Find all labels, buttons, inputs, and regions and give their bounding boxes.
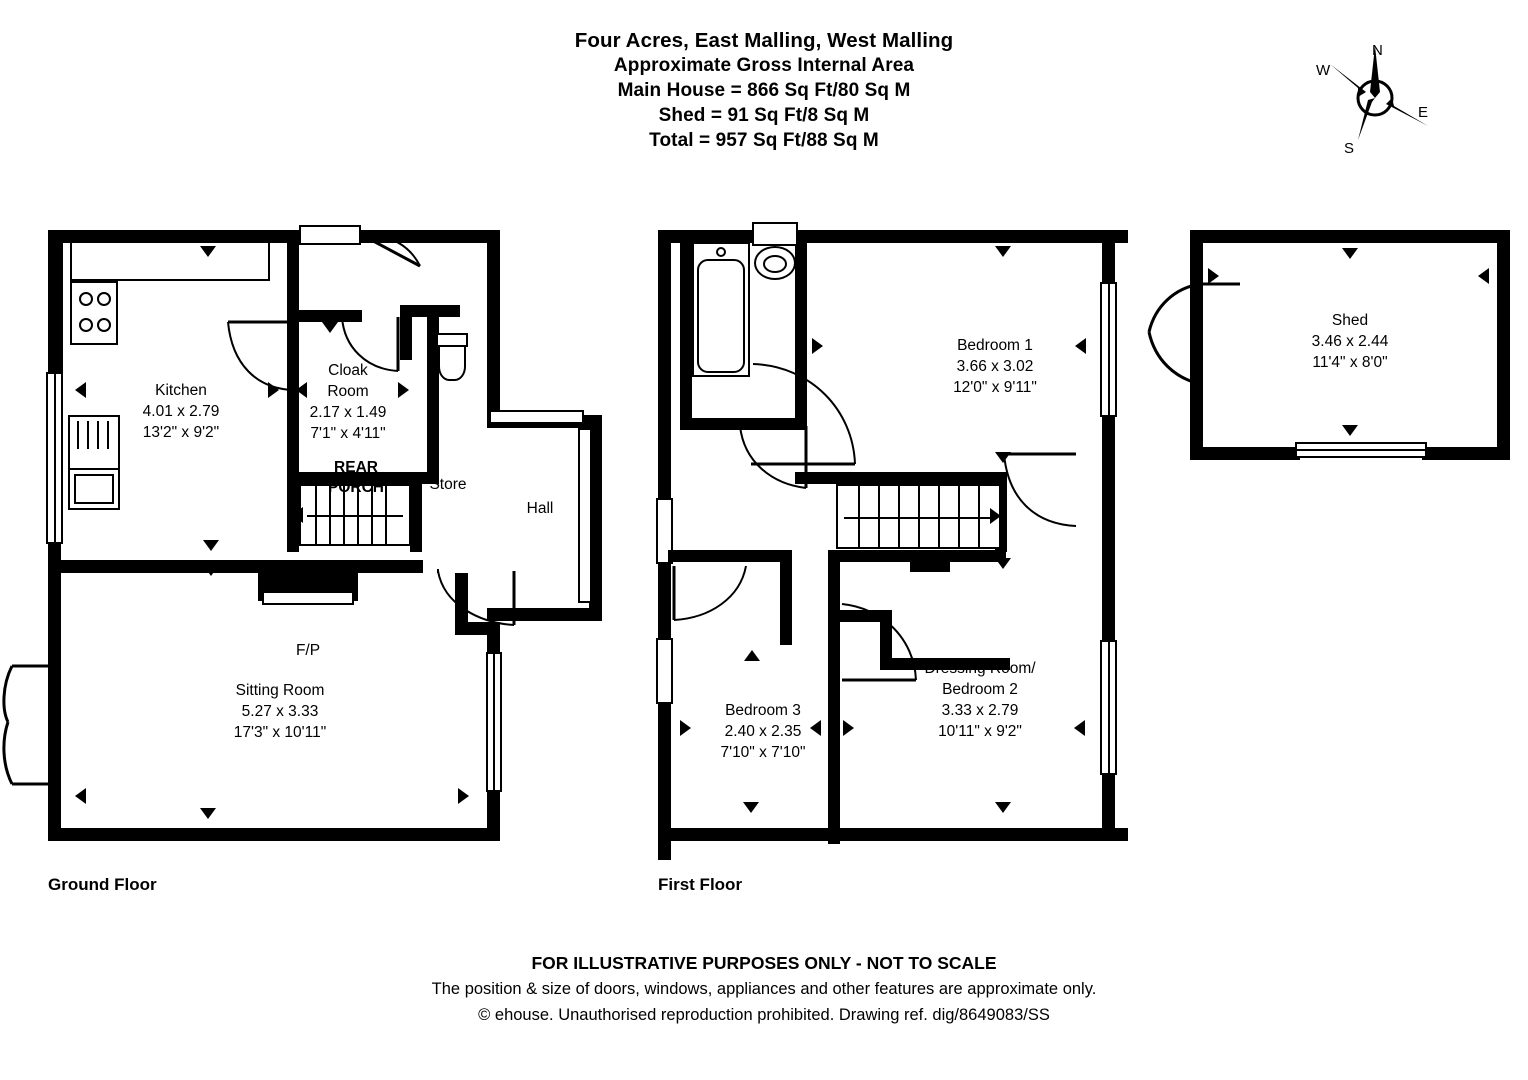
- bed1-door-swing: [745, 360, 860, 470]
- porch-step: [299, 225, 361, 245]
- wc-first-floor: [752, 222, 798, 246]
- label-hall: Hall: [526, 500, 554, 517]
- basin-icon: [754, 246, 796, 280]
- first-floor-title: First Floor: [658, 875, 743, 894]
- first-floor-plan: [640, 210, 1160, 910]
- wall-top: [48, 230, 500, 243]
- area-total: Total = 957 Sq Ft/88 Sq M: [649, 130, 879, 151]
- shed-arrow-bottom: [1342, 425, 1358, 436]
- shed-wall-bottom-left: [1190, 447, 1300, 460]
- compass-west-label: W: [1316, 62, 1331, 79]
- ff-arrow-bed1-bottom: [995, 452, 1011, 463]
- label-bedroom-3: Bedroom 3 2.40 x 2.35 7'10" x 7'10": [720, 702, 806, 761]
- window-kitchen-mullion: [54, 372, 56, 544]
- window-hall-top: [489, 410, 584, 424]
- ff-wall-stub: [910, 550, 950, 572]
- area-shed: Shed = 91 Sq Ft/8 Sq M: [658, 105, 870, 126]
- ff-arrow-landing: [995, 558, 1011, 569]
- footer-copyright: © ehouse. Unauthorised reproduction prohibited. Drawing ref. dig/8649083/SS: [478, 1006, 1050, 1024]
- ground-floor-title: Ground Floor: [48, 875, 157, 894]
- front-door-swing: [430, 565, 520, 645]
- label-shed: Shed 3.46 x 2.44 11'4" x 8'0": [1311, 312, 1389, 371]
- wall-kitchen-bottom: [48, 560, 213, 573]
- shed-door-swing: [1145, 278, 1255, 393]
- label-store: Store: [429, 476, 467, 493]
- compass-east-label: E: [1418, 104, 1429, 121]
- staircase-first: [836, 484, 1001, 549]
- compass-south-label: S: [1344, 140, 1355, 157]
- shed-plan: [1160, 210, 1520, 490]
- arrow-kitchen-left: [75, 382, 86, 398]
- label-kitchen: Kitchen 4.01 x 2.79 13'2" x 9'2": [142, 382, 220, 441]
- label-fireplace: F/P: [295, 642, 321, 659]
- compass-north-label: N: [1372, 42, 1383, 59]
- plan-title: Four Acres, East Malling, West Malling: [574, 29, 954, 52]
- arrow-sitting-right: [458, 788, 469, 804]
- ground-floor-plan: [0, 210, 620, 910]
- ff-arrow-bed1-left: [812, 338, 823, 354]
- shed-arrow-right: [1478, 268, 1489, 284]
- shed-wall-right: [1497, 230, 1510, 460]
- wc-pan: [438, 345, 466, 381]
- bay-window: [0, 660, 60, 790]
- bathtub-icon: [692, 242, 750, 377]
- arrow-kitchen-top: [200, 246, 216, 257]
- footer-disclaimer: FOR ILLUSTRATIVE PURPOSES ONLY - NOT TO SCALE: [531, 953, 997, 973]
- shed-wall-top: [1190, 230, 1510, 243]
- ff-wall-bottom: [658, 828, 1128, 841]
- ff-wall-right-3: [1102, 770, 1115, 841]
- ff-wall-bath-left: [680, 230, 692, 430]
- ff-arrow-bed1-top: [995, 246, 1011, 257]
- shed-wall-bottom-right: [1422, 447, 1510, 460]
- shed-window-mullion: [1295, 449, 1427, 451]
- window-sitting-mullion: [493, 652, 495, 792]
- ff-arrow-bed3-bottom: [743, 802, 759, 813]
- ff-wall-left-1: [658, 230, 671, 505]
- arrow-sitting-top: [203, 565, 219, 576]
- arrow-sitting-bottom: [200, 808, 216, 819]
- wall-right-upper: [487, 230, 500, 425]
- arrow-porch: [322, 322, 338, 333]
- shed-arrow-top: [1342, 248, 1358, 259]
- label-bedroom-1: Bedroom 1 3.66 x 3.02 12'0" x 9'11": [953, 337, 1037, 396]
- area-main-house: Main House = 866 Sq Ft/80 Sq M: [617, 80, 911, 101]
- porch-door-swing: [356, 230, 426, 300]
- kitchen-worktop-top: [70, 243, 270, 281]
- fireplace-hearth: [262, 591, 354, 605]
- kitchen-sink-bowl: [74, 474, 114, 504]
- ff-arrow-bed2-bottom: [995, 802, 1011, 813]
- ff-wall-right-2: [1102, 410, 1115, 645]
- hob-icon: [70, 281, 118, 345]
- wall-bottom: [48, 828, 500, 841]
- shed-arrow-left: [1208, 268, 1219, 284]
- label-rear-porch: REAR PORCH: [328, 459, 384, 496]
- label-dressing-room: Dressing Room/ Bedroom 2 3.33 x 2.79 10'11" x 9'2": [924, 660, 1036, 740]
- kitchen-unit-line-left: [61, 243, 63, 373]
- wc-cistern: [436, 333, 468, 347]
- ff-window-bed2-mullion: [1108, 640, 1110, 775]
- ff-window-bed1-mullion: [1108, 282, 1110, 417]
- ff-wall-right-1: [1102, 230, 1115, 290]
- stair-direction-arrow: [292, 507, 303, 523]
- footer-note: The position & size of doors, windows, appliances and other features are approximate only.: [431, 980, 1097, 998]
- ff-arrow-bed3-a: [744, 650, 760, 661]
- plan-header: [0, 28, 1528, 153]
- compass-rose: [1310, 40, 1440, 165]
- ff-wall-bed3-top: [668, 550, 788, 562]
- wall-hall-div: [208, 560, 423, 573]
- ff-wall-bed3-right: [780, 550, 792, 645]
- label-cloak-room: Cloak Room 2.17 x 1.49 7'1" x 4'11": [309, 362, 387, 442]
- wall-left-upper: [48, 230, 61, 375]
- plan-subtitle: Approximate Gross Internal Area: [613, 55, 915, 76]
- arrow-kitchen-bottom: [203, 540, 219, 551]
- ff-window-bed3: [656, 638, 673, 704]
- plan-footer: [0, 950, 1528, 1028]
- bed2-door-swing: [1000, 450, 1082, 530]
- label-sitting-room: Sitting Room 5.27 x 3.33 17'3" x 10'11": [233, 682, 327, 741]
- ff-wall-landing-top: [795, 472, 1005, 484]
- bed3-door-swing: [670, 562, 760, 642]
- arrow-sitting-left: [75, 788, 86, 804]
